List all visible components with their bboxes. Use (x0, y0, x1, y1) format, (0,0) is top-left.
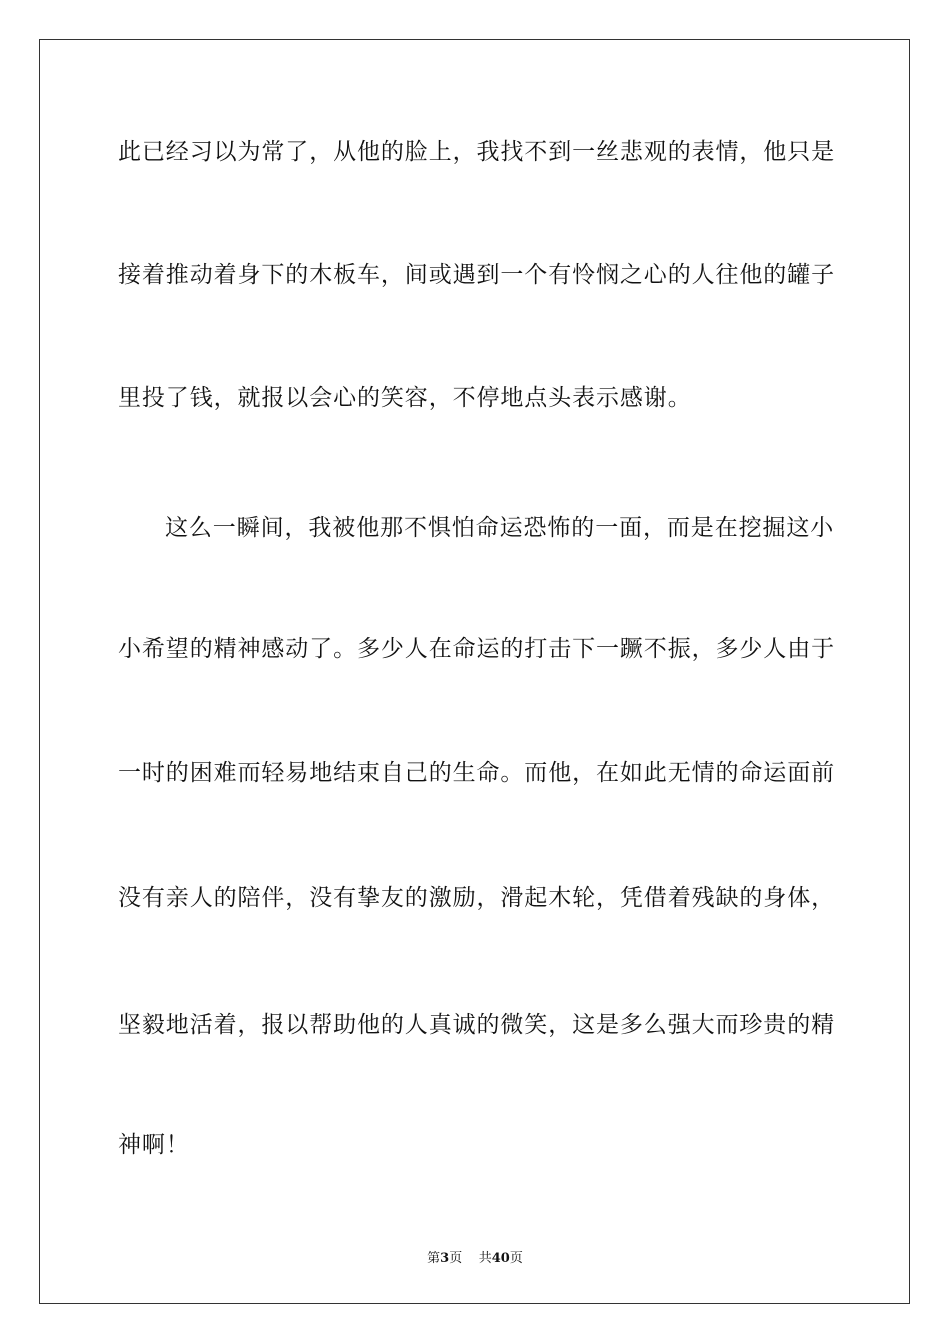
text-line-8: 坚毅地活着，报以帮助他的人真诚的微笑，这是多么强大而珍贵的精 (118, 1012, 835, 1038)
text-line-6: 一时的困难而轻易地结束自己的生命。而他，在如此无情的命运面前 (118, 760, 835, 786)
footer-total-suffix: 页 (509, 1251, 523, 1266)
text-line-9: 神啊！ (118, 1132, 190, 1158)
footer-page-suffix: 页 (449, 1251, 463, 1266)
footer-total-label: 共 (478, 1251, 492, 1266)
page-border (39, 39, 910, 1304)
text-line-1: 此已经习以为常了，从他的脸上，我找不到一丝悲观的表情，他只是 (118, 139, 835, 165)
text-line-2: 接着推动着身下的木板车，间或遇到一个有怜悯之心的人往他的罐子 (118, 262, 835, 288)
footer-page-label: 第 (427, 1251, 441, 1266)
text-line-3: 里投了钱，就报以会心的笑容，不停地点头表示感谢。 (118, 385, 692, 411)
text-line-4: 这么一瞬间，我被他那不惧怕命运恐怖的一面，而是在挖掘这小 (165, 515, 835, 541)
footer-page-number: 3 (440, 1251, 450, 1266)
text-line-5: 小希望的精神感动了。多少人在命运的打击下一蹶不振，多少人由于 (118, 636, 835, 662)
page-footer (0, 1247, 950, 1266)
footer-total-pages: 40 (491, 1251, 510, 1266)
text-line-7: 没有亲人的陪伴，没有挚友的激励，滑起木轮，凭借着残缺的身体， (118, 885, 835, 911)
